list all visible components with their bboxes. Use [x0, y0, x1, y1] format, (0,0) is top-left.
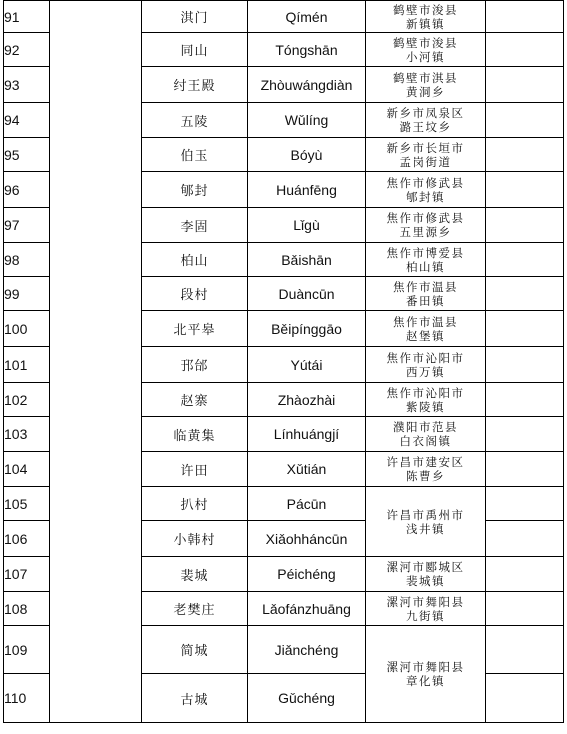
- location-city-county: 焦作市博爱县: [386, 245, 465, 260]
- empty-cell: [486, 243, 564, 277]
- place-pinyin: Yútái: [248, 347, 366, 383]
- location-town: 浅井镇: [406, 521, 445, 536]
- empty-cell: [486, 208, 564, 243]
- location-town: 紫陵镇: [406, 399, 445, 414]
- place-name: 小韩村: [142, 521, 248, 557]
- place-pinyin: Lǐgù: [248, 208, 366, 243]
- location-city-county: 焦作市沁阳市: [386, 350, 465, 365]
- place-name: 段村: [142, 277, 248, 311]
- place-name: 许田: [142, 452, 248, 487]
- location-cell: [366, 347, 486, 383]
- place-pinyin: Línhuángjí: [248, 417, 366, 452]
- row-number: 93: [4, 67, 50, 103]
- location-town: 五里源乡: [399, 225, 452, 239]
- location-city-county: 漯河市舞阳县: [386, 594, 465, 609]
- empty-cell: [486, 33, 564, 67]
- location-city-county: 漯河市郾城区: [386, 560, 465, 574]
- row-number: 101: [4, 347, 50, 383]
- place-pinyin: Qímén: [248, 1, 366, 33]
- location-city-county: 焦作市温县: [393, 279, 458, 294]
- place-name: 邘邰: [142, 347, 248, 383]
- location-cell: [366, 383, 486, 417]
- place-name: 五陵: [142, 103, 248, 138]
- row-number: 102: [4, 383, 50, 417]
- place-pinyin: Wǔlíng: [248, 103, 366, 138]
- empty-cell: [486, 138, 564, 172]
- location-town: 西万镇: [406, 364, 445, 379]
- location-town: 章化镇: [406, 674, 445, 688]
- location-cell: [366, 277, 486, 311]
- location-city-county: 焦作市沁阳市: [386, 385, 465, 400]
- place-name: 老樊庄: [142, 592, 248, 626]
- location-city-county: 许昌市建安区: [386, 455, 465, 469]
- location-town: 裴城镇: [406, 574, 445, 588]
- location-town: 郇封镇: [406, 189, 445, 204]
- row-number: 95: [4, 138, 50, 172]
- place-pinyin: Tóngshān: [248, 33, 366, 67]
- empty-cell: [486, 67, 564, 103]
- place-pinyin: Běipínggāo: [248, 311, 366, 347]
- location-town: 潞王坟乡: [399, 120, 452, 134]
- place-name: 李固: [142, 208, 248, 243]
- location-city-county: 焦作市修武县: [386, 175, 465, 190]
- empty-cell: [486, 417, 564, 452]
- empty-cell: [486, 277, 564, 311]
- place-name: 简城: [142, 626, 248, 674]
- row-number: 105: [4, 487, 50, 521]
- location-city-county: 许昌市禹州市: [386, 507, 465, 522]
- row-number: 94: [4, 103, 50, 138]
- location-cell: [366, 67, 486, 103]
- location-cell: [366, 172, 486, 208]
- place-name: 赵寨: [142, 383, 248, 417]
- place-name: 古城: [142, 674, 248, 723]
- location-town: 孟岗街道: [399, 154, 452, 169]
- empty-cell: [486, 487, 564, 521]
- row-number: 106: [4, 521, 50, 557]
- row-number: 100: [4, 311, 50, 347]
- row-number: 109: [4, 626, 50, 674]
- row-number: 104: [4, 452, 50, 487]
- place-name: 纣王殿: [142, 67, 248, 103]
- location-cell: [366, 417, 486, 452]
- place-pinyin: Lǎofánzhuāng: [248, 592, 366, 626]
- location-cell: [366, 103, 486, 138]
- location-city-county: 鹤壁市淇县: [393, 70, 458, 85]
- place-name: 淇门: [142, 1, 248, 33]
- location-cell: [366, 592, 486, 626]
- location-town: 黄洞乡: [406, 84, 445, 99]
- place-pinyin: Pácūn: [248, 487, 366, 521]
- place-name: 北平皋: [142, 311, 248, 347]
- location-city-county: 焦作市温县: [393, 314, 458, 329]
- location-city-county: 漯河市舞阳县: [386, 660, 465, 674]
- place-pinyin: Bǎishān: [248, 243, 366, 277]
- location-town: 九街镇: [406, 608, 445, 623]
- place-name: 柏山: [142, 243, 248, 277]
- place-pinyin: Xiǎohháncūn: [248, 521, 366, 557]
- place-pinyin: Huánfēng: [248, 172, 366, 208]
- location-town: 陈曹乡: [406, 469, 445, 483]
- place-pinyin: Zhàozhài: [248, 383, 366, 417]
- place-name-table: [3, 0, 564, 723]
- place-pinyin: Duàncūn: [248, 277, 366, 311]
- place-pinyin: Péichéng: [248, 557, 366, 592]
- empty-cell: [486, 674, 564, 723]
- location-town: 白衣阁镇: [399, 434, 452, 448]
- location-cell: [366, 452, 486, 487]
- location-city-county: 鹤壁市浚县: [393, 2, 458, 17]
- location-cell: [366, 557, 486, 592]
- location-cell: [366, 311, 486, 347]
- place-name: 裴城: [142, 557, 248, 592]
- empty-cell: [486, 347, 564, 383]
- location-city-county: 新乡市长垣市: [386, 140, 465, 155]
- location-cell: [366, 138, 486, 172]
- empty-cell: [486, 311, 564, 347]
- place-name: 临黄集: [142, 417, 248, 452]
- empty-cell: [486, 626, 564, 674]
- place-name: 伯玉: [142, 138, 248, 172]
- place-pinyin: Bóyù: [248, 138, 366, 172]
- empty-cell: [486, 521, 564, 557]
- row-number: 110: [4, 674, 50, 723]
- location-city-county: 焦作市修武县: [386, 211, 465, 225]
- row-number: 103: [4, 417, 50, 452]
- location-city-county: 濮阳市范县: [393, 420, 458, 434]
- location-town: 番田镇: [406, 293, 445, 308]
- location-town: 小河镇: [406, 49, 445, 64]
- location-cell: [366, 1, 486, 33]
- location-cell: [366, 626, 486, 723]
- location-town: 新镇镇: [406, 16, 445, 31]
- table-row: [4, 1, 564, 33]
- row-number: 96: [4, 172, 50, 208]
- location-cell: [366, 243, 486, 277]
- empty-cell: [486, 103, 564, 138]
- row-number: 92: [4, 33, 50, 67]
- place-name: 扒村: [142, 487, 248, 521]
- empty-cell: [486, 557, 564, 592]
- row-number: 91: [4, 1, 50, 33]
- place-pinyin: Gǔchéng: [248, 674, 366, 723]
- blank-column: [50, 1, 142, 723]
- empty-cell: [486, 592, 564, 626]
- place-name: 同山: [142, 33, 248, 67]
- place-pinyin: Zhòuwángdiàn: [248, 67, 366, 103]
- location-city-county: 新乡市凤泉区: [386, 106, 465, 120]
- place-pinyin: Jiǎnchéng: [248, 626, 366, 674]
- row-number: 99: [4, 277, 50, 311]
- location-town: 柏山镇: [406, 259, 445, 274]
- empty-cell: [486, 383, 564, 417]
- row-number: 107: [4, 557, 50, 592]
- location-cell: [366, 208, 486, 243]
- row-number: 98: [4, 243, 50, 277]
- location-cell: [366, 33, 486, 67]
- row-number: 108: [4, 592, 50, 626]
- place-pinyin: Xǔtián: [248, 452, 366, 487]
- place-name: 郇封: [142, 172, 248, 208]
- empty-cell: [486, 452, 564, 487]
- location-town: 赵堡镇: [406, 328, 445, 343]
- location-cell: [366, 487, 486, 557]
- row-number: 97: [4, 208, 50, 243]
- empty-cell: [486, 1, 564, 33]
- empty-cell: [486, 172, 564, 208]
- location-city-county: 鹤壁市浚县: [393, 35, 458, 50]
